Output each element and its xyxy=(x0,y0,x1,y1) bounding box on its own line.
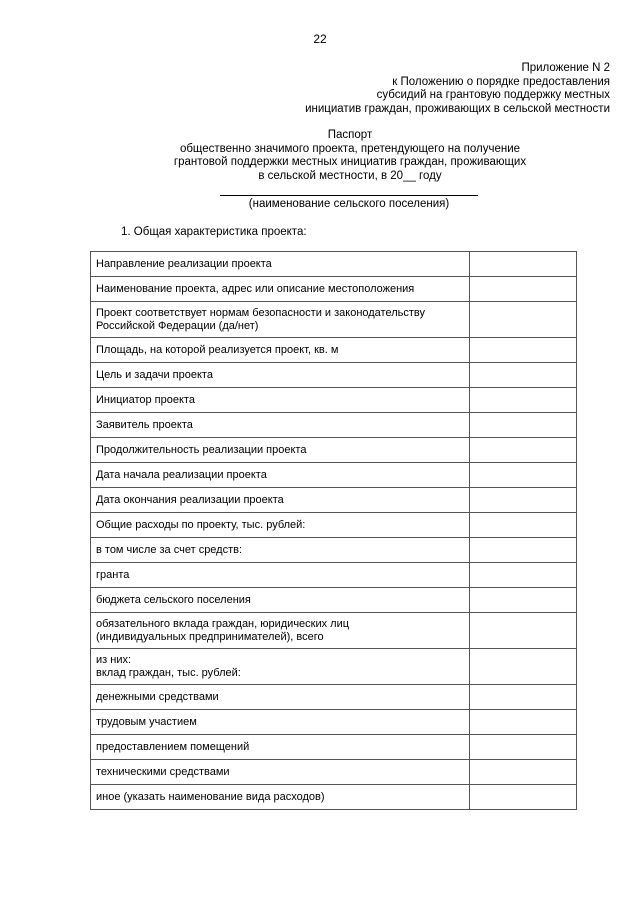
row-label: Площадь, на которой реализуется проект, кв. м xyxy=(91,338,470,363)
row-value xyxy=(470,488,577,513)
table-row xyxy=(91,252,577,277)
row-value xyxy=(470,685,577,710)
row-value xyxy=(470,277,577,302)
row-value xyxy=(470,438,577,463)
table-row xyxy=(91,563,577,588)
row-label: Наименование проекта, адрес или описание местоположения xyxy=(91,277,470,302)
row-label: Инициатор проекта xyxy=(91,388,470,413)
row-value xyxy=(470,252,577,277)
table-row xyxy=(91,588,577,613)
row-value xyxy=(470,613,577,649)
appendix-line: субсидий на грантовую поддержку местных xyxy=(376,89,610,101)
passport-title-line: Паспорт xyxy=(327,129,373,141)
row-label: в том числе за счет средств: xyxy=(91,538,470,563)
row-value xyxy=(470,760,577,785)
passport-title-line: общественно значимого проекта, претендующего на получение xyxy=(179,142,521,155)
table-row xyxy=(91,388,577,413)
table-row xyxy=(91,513,577,538)
table-row xyxy=(91,488,577,513)
table-row xyxy=(91,463,577,488)
row-label: денежными средствами xyxy=(91,685,470,710)
row-value xyxy=(470,463,577,488)
row-label: предоставлением помещений xyxy=(91,735,470,760)
row-label: Цель и задачи проекта xyxy=(91,363,470,388)
table-row xyxy=(91,538,577,563)
row-value xyxy=(470,588,577,613)
table-row xyxy=(91,685,577,710)
page-number: 22 xyxy=(313,32,327,46)
settlement-name-line xyxy=(220,195,478,196)
table-row xyxy=(91,785,577,810)
row-label: Заявитель проекта xyxy=(91,413,470,438)
row-value xyxy=(470,302,577,338)
row-label: гранта xyxy=(91,563,470,588)
row-label: трудовым участием xyxy=(91,710,470,735)
row-label: бюджета сельского поселения xyxy=(91,588,470,613)
row-label: Дата начала реализации проекта xyxy=(91,463,470,488)
section-heading: 1. Общая характеристика проекта: xyxy=(121,226,307,238)
row-value xyxy=(470,513,577,538)
table-row xyxy=(91,760,577,785)
row-label: Дата окончания реализации проекта xyxy=(91,488,470,513)
row-label: Общие расходы по проекту, тыс. рублей: xyxy=(91,513,470,538)
table-row xyxy=(91,302,577,338)
row-value xyxy=(470,649,577,685)
row-value xyxy=(470,338,577,363)
row-label: Продолжительность реализации проекта xyxy=(91,438,470,463)
row-value xyxy=(470,413,577,438)
row-value xyxy=(470,735,577,760)
row-value xyxy=(470,388,577,413)
table-row xyxy=(91,363,577,388)
row-value xyxy=(470,785,577,810)
table-row xyxy=(91,735,577,760)
row-label: Проект соответствует нормам безопасности и законодательству Российской Федерации (да/нет) xyxy=(91,302,470,338)
row-label: из них: вклад граждан, тыс. рублей: xyxy=(91,649,470,685)
appendix-line: Приложение N 2 xyxy=(521,62,610,74)
table-row xyxy=(91,338,577,363)
row-value xyxy=(470,538,577,563)
table-row xyxy=(91,277,577,302)
row-value xyxy=(470,563,577,588)
passport-title-line: в сельской местности, в 20__ году xyxy=(258,169,442,182)
row-value xyxy=(470,363,577,388)
settlement-name-caption: (наименование сельского поселения) xyxy=(248,198,450,210)
table-row xyxy=(91,413,577,438)
appendix-reference xyxy=(190,62,610,116)
table-row xyxy=(91,613,577,649)
row-label: обязательного вклада граждан, юридических лиц (индивидуальных предпринимателей), всего xyxy=(91,613,470,649)
row-label: техническими средствами xyxy=(91,760,470,785)
table-row xyxy=(91,710,577,735)
row-label: Направление реализации проекта xyxy=(91,252,470,277)
project-characteristics-table xyxy=(90,251,577,810)
appendix-line: инициатив граждан, проживающих в сельской местности xyxy=(305,102,610,115)
passport-title xyxy=(0,129,640,183)
passport-title-line: грантовой поддержки местных инициатив граждан, проживающих xyxy=(173,156,527,168)
table-row xyxy=(91,649,577,685)
appendix-line: к Положению о порядке предоставления xyxy=(392,75,610,88)
row-label: иное (указать наименование вида расходов) xyxy=(91,785,470,810)
table-row xyxy=(91,438,577,463)
row-value xyxy=(470,710,577,735)
